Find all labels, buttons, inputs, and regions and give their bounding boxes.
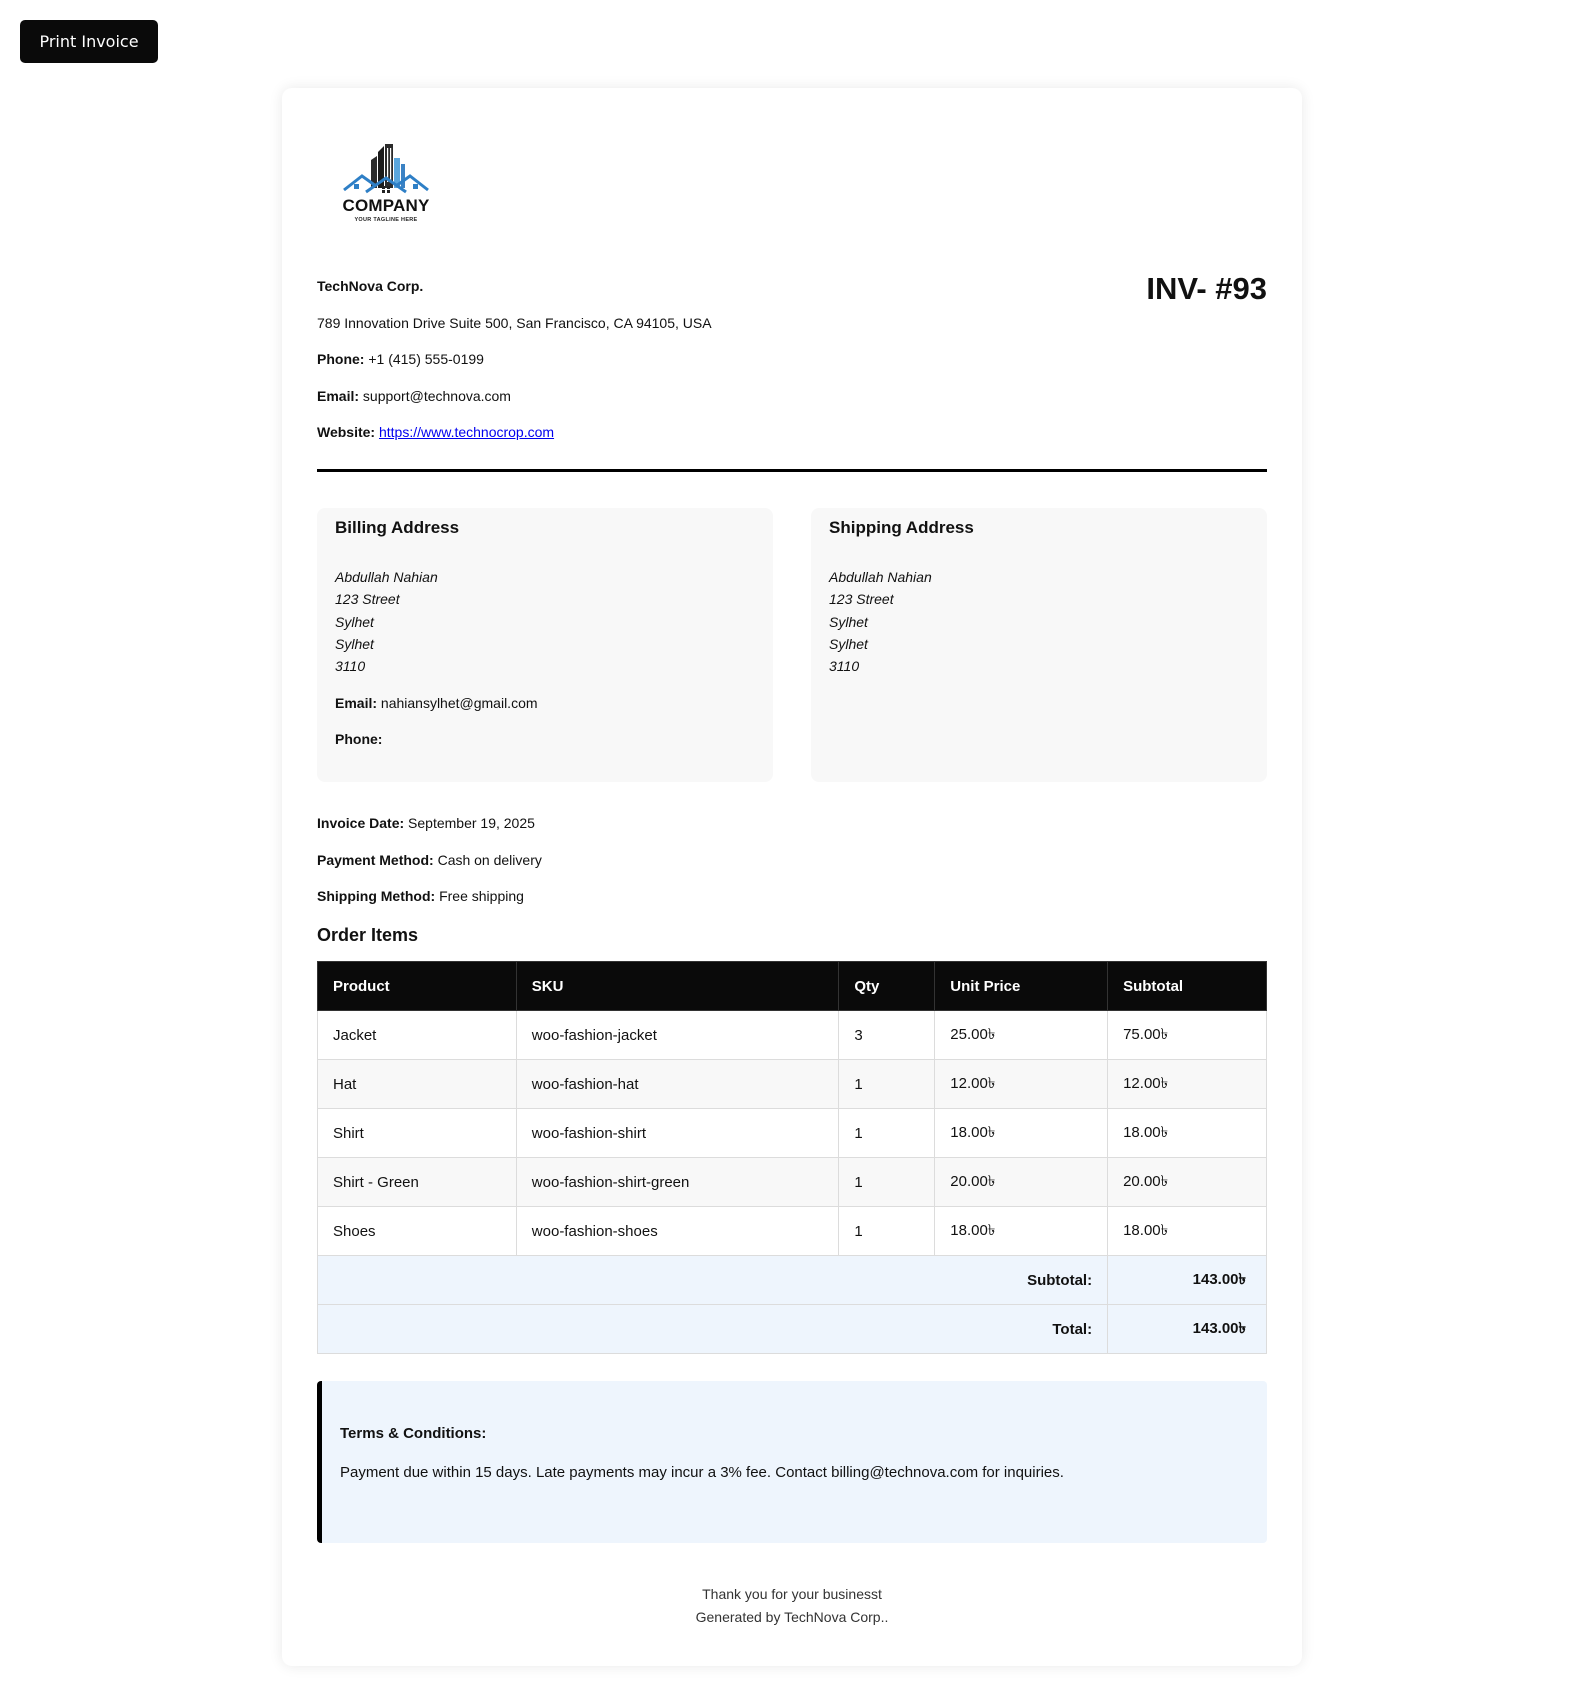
cell-sku: woo-fashion-hat: [516, 1060, 839, 1109]
terms-text: Payment due within 15 days. Late payments may incur a 3% fee. Contact billing@technova.com for inquiries.: [340, 1464, 1064, 1481]
table-row: [318, 1207, 1267, 1256]
cell-product: Jacket: [318, 1011, 517, 1060]
cell-sku: woo-fashion-shoes: [516, 1207, 839, 1256]
building-logo-icon: [336, 138, 436, 196]
billing-line: Sylhet: [335, 635, 374, 652]
billing-line: Abdullah Nahian: [335, 569, 438, 585]
shipping-address-box: [811, 508, 1267, 782]
company-name: TechNova Corp.: [317, 278, 424, 294]
cell-sku: woo-fashion-jacket: [516, 1011, 839, 1060]
company-email: Email: support@technova.com: [317, 388, 511, 404]
invoice-sheet: [282, 88, 1302, 1666]
shipping-method: Shipping Method: Free shipping: [317, 888, 524, 904]
column-header-sku: SKU: [516, 962, 839, 1011]
payment-method: Payment Method: Cash on delivery: [317, 852, 542, 868]
order-items-title: Order Items: [317, 925, 419, 945]
cell-qty: 1: [839, 1060, 935, 1109]
cell-sku: woo-fashion-shirt-green: [516, 1158, 839, 1207]
column-header-product: Product: [318, 962, 517, 1011]
invoice-number: INV- #93: [1146, 271, 1267, 306]
cell-subtotal: 18.00৳: [1108, 1207, 1267, 1256]
shipping-line: 123 Street: [829, 591, 894, 608]
table-row: [318, 1060, 1267, 1109]
logo-wordmark: COMPANY: [342, 196, 430, 215]
billing-address-title: Billing Address: [335, 518, 460, 537]
cell-subtotal: 18.00৳: [1108, 1109, 1267, 1158]
website-link[interactable]: https://www.technocrop.com: [378, 424, 555, 440]
terms-title: Terms & Conditions:: [340, 1425, 487, 1442]
company-address: 789 Innovation Drive Suite 500, San Francisco, CA 94105, USA: [317, 315, 712, 331]
cell-qty: 1: [839, 1109, 935, 1158]
cell-product: Shoes: [318, 1207, 517, 1256]
column-header-subtotal: Subtotal: [1108, 962, 1267, 1011]
invoice-date: Invoice Date: September 19, 2025: [317, 815, 535, 831]
cell-product: Hat: [318, 1060, 517, 1109]
logo-tagline: YOUR TAGLINE HERE: [354, 217, 418, 223]
billing-line: 123 Street: [335, 591, 400, 608]
total-row: [318, 1305, 1267, 1354]
billing-line: 3110: [335, 658, 366, 675]
company-website: Website: https://www.technocrop.com: [317, 424, 555, 440]
print-invoice-button[interactable]: Print Invoice: [20, 20, 158, 63]
table-row: [318, 1158, 1267, 1207]
subtotal-row: [318, 1256, 1267, 1305]
cell-unit-price: 25.00৳: [935, 1011, 1108, 1060]
cell-subtotal: 20.00৳: [1108, 1158, 1267, 1207]
shipping-line: 3110: [829, 658, 860, 675]
billing-email: Email: nahiansylhet@gmail.com: [335, 695, 538, 711]
cell-subtotal: 12.00৳: [1108, 1060, 1267, 1109]
shipping-line: Sylhet: [829, 635, 868, 652]
footer-generated: Generated by TechNova Corp..: [695, 1609, 889, 1625]
column-header-qty: Qty: [839, 962, 935, 1011]
table-header-row: [318, 962, 1267, 1011]
cell-unit-price: 18.00৳: [935, 1109, 1108, 1158]
total-label: Total:: [318, 1305, 1108, 1354]
billing-line: Sylhet: [335, 613, 374, 630]
cell-unit-price: 12.00৳: [935, 1060, 1108, 1109]
shipping-line: Abdullah Nahian: [829, 569, 932, 585]
company-logo: [336, 138, 436, 228]
column-header-unit-price: Unit Price: [935, 962, 1108, 1011]
cell-qty: 1: [839, 1207, 935, 1256]
cell-subtotal: 75.00৳: [1108, 1011, 1267, 1060]
total-value: 143.00৳: [1108, 1305, 1267, 1354]
shipping-line: Sylhet: [829, 613, 868, 630]
header-divider: [317, 469, 1267, 472]
cell-qty: 1: [839, 1158, 935, 1207]
terms-box: [317, 1381, 1267, 1543]
billing-address-box: [317, 508, 773, 782]
billing-address-lines: [335, 566, 438, 677]
cell-qty: 3: [839, 1011, 935, 1060]
billing-phone: Phone:: [335, 731, 383, 747]
subtotal-value: 143.00৳: [1108, 1256, 1267, 1305]
order-items-table: [317, 961, 1267, 1354]
table-row: [318, 1011, 1267, 1060]
cell-product: Shirt: [318, 1109, 517, 1158]
shipping-address-lines: [829, 566, 932, 677]
cell-sku: woo-fashion-shirt: [516, 1109, 839, 1158]
company-phone: Phone: +1 (415) 555-0199: [317, 351, 484, 367]
cell-product: Shirt - Green: [318, 1158, 517, 1207]
shipping-address-title: Shipping Address: [829, 518, 974, 537]
cell-unit-price: 18.00৳: [935, 1207, 1108, 1256]
subtotal-label: Subtotal:: [318, 1256, 1108, 1305]
cell-unit-price: 20.00৳: [935, 1158, 1108, 1207]
table-row: [318, 1109, 1267, 1158]
footer-thanks: Thank you for your businesst: [702, 1586, 882, 1602]
